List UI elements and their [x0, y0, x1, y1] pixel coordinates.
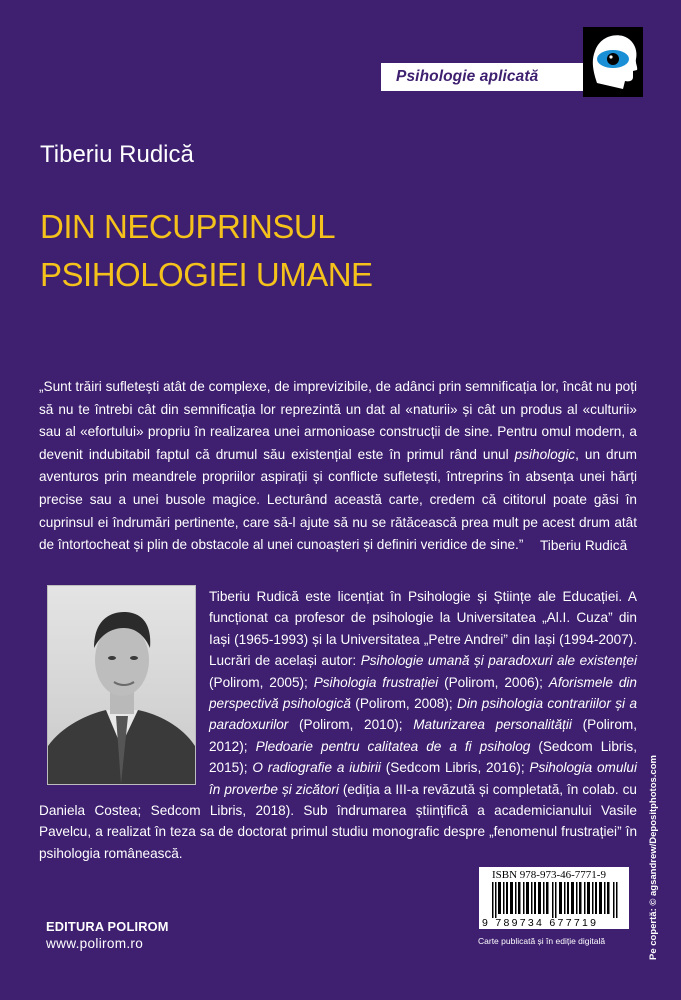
quote-italic: psihologic	[514, 446, 576, 462]
eye-head-logo-icon	[583, 27, 643, 97]
bio-text: (Sedcom Libris, 2015);	[209, 738, 637, 776]
cover-image-credit: Pe copertă: © agsandrew/Depositphotos.com	[648, 755, 659, 960]
bio-text: (Polirom, 2005);	[209, 674, 314, 690]
quote-text-end: , un drum aventuros prin meandrele propriilor aspirații și conflicte sufletești, întreprins în absența unei hărți precise sau a unei busole magice. Lecturând această carte, credem că cititorul poate găsi în cuprinsul ei îndrumări pertinente, care să-l ajute să nu se rătăcească prea mult pe acest drum atât de întortocheat și plin de obstacole al unei cunoașteri și definiri veridice de sine.”	[39, 446, 637, 553]
barcode-digits: 9 789734 677719	[482, 917, 599, 929]
book-title	[40, 203, 640, 299]
bio-work: Psihologia omului în proverbe și zicători	[209, 760, 638, 797]
book-title-line-2: PSIHOLOGIEI UMANE	[40, 256, 373, 293]
back-cover-quote	[39, 376, 637, 557]
bio-text: (Polirom, 2006);	[438, 674, 549, 690]
bio-work: Psihologie umană și paradoxuri ale existenței	[360, 653, 638, 669]
bio-text: (ediția a III-a revăzută și completată, în colab. cu Daniela Costea; Sedcom Libris, 2018). Sub îndrumarea științifică a academicianului Vasile Pavelcu, a realizat în teza sa de doctorat primul studiu monografic despre „fenomenul frustrației” în psihologia românească.	[39, 781, 637, 861]
quote-signature: Tiberiu Rudică	[540, 538, 628, 553]
publisher-name: EDITURA POLIROM	[46, 919, 169, 934]
bio-work: Din psihologia contrariilor și a paradoxurilor	[209, 696, 638, 733]
bio-work: Maturizarea personalității	[413, 717, 572, 733]
digital-edition-note: Carte publicată și în ediție digitală	[478, 936, 606, 946]
bio-work: Aforismele din perspectivă psihologică	[209, 674, 637, 712]
bio-text: (Polirom, 2010);	[288, 717, 414, 733]
bio-text: Tiberiu Rudică este licențiat în Psihologie și Științe ale Educației. A funcționat ca profesor de psihologie la Universitatea „Al.I. Cuza” din Iași (1965-1993) și la Universitatea „Petre Andrei” din Iași (1994-2007). Lucrări de același autor:	[209, 589, 637, 669]
book-author: Tiberiu Rudică	[40, 141, 194, 168]
book-title-line-1: DIN NECUPRINSUL	[40, 208, 336, 245]
photo-spacer	[39, 586, 209, 782]
publisher-website[interactable]: www.polirom.ro	[46, 936, 144, 951]
bio-text: (Polirom, 2008);	[350, 696, 458, 712]
series-label: Psihologie aplicată	[396, 68, 539, 85]
barcode-icon	[492, 882, 618, 918]
bio-work: Pledoarie pentru calitatea de a fi psiholog	[255, 738, 531, 754]
quote-text: „Sunt trăiri sufletești atât de complexe, de imprevizibile, de adânci prin semnificația lor, încât nu poți să nu te întrebi cât din semnificația lor reprezintă un dat al «naturii» și cât un produs al «culturii» sau al «efortului» propriu în realizarea unei armonioase construcții de sine. Pentru omul modern, a devenit indubitabil faptul că drumul său existențial este în primul rând unul	[39, 379, 637, 462]
bio-work: O radiografie a iubirii	[252, 760, 381, 776]
bio-text: (Polirom, 2012);	[209, 717, 637, 754]
bio-text: (Sedcom Libris, 2016);	[380, 760, 530, 776]
bio-work: Psihologia frustrației	[313, 674, 439, 690]
author-biography	[39, 586, 637, 864]
isbn-label: ISBN 978-973-46-7771-9	[492, 869, 606, 881]
